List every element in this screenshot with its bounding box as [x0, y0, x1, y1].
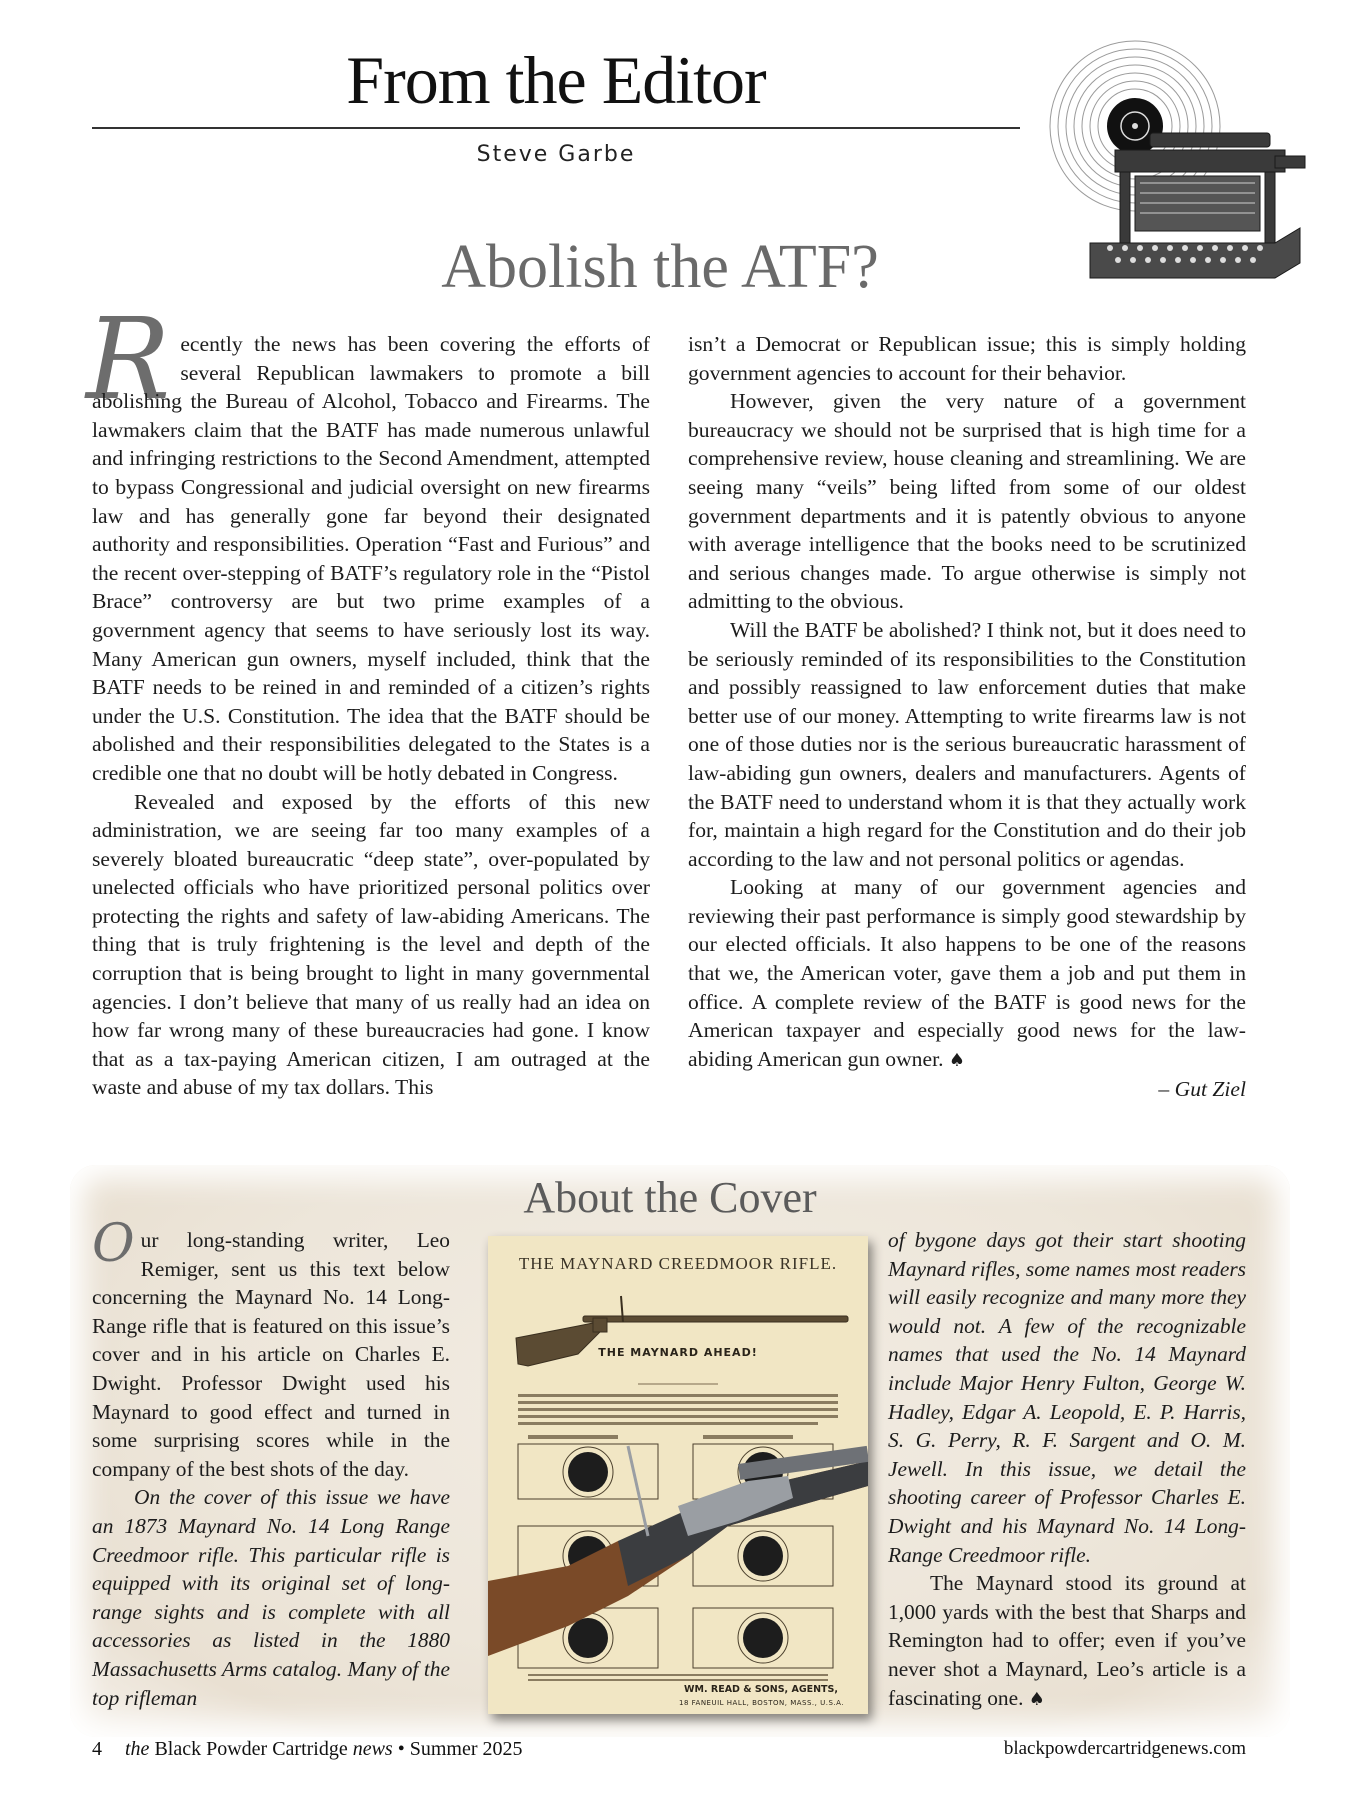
drop-cap-r: R [86, 295, 171, 425]
issue-date: • Summer 2025 [397, 1738, 523, 1760]
paragraph-text: The Maynard stood its ground at 1,000 yards with the best that Sharps and Remington had to offer; even if you’ve never shot a Maynard, Leo’s article is a fascinating one. [888, 1571, 1246, 1710]
paragraph-text: ecently the news has been covering the efforts of several Republican lawmakers to promote a bill abolishing the Bureau of Alcohol, Tobacco and Firearms. The lawmakers claim that the BATF has made numerous unlawful and infringing restrictions to the Second Amendment, attempted to bypass Congressional and judicial oversight on new firearms law and has generally gone far beyond their designated authority and responsibilities. Operation “Fast and Furious” and the recent over-stepping of BATF’s regulatory role in the “Pistol Brace” controversy are but two prime examples of a government agency that seems to have seriously lost its way. Many American gun owners, myself included, think that the BATF needs to be reined in and reminded of a citizen’s rights under the U.S. Constitution. The idea that the BATF should be abolished and their responsibilities delegated to the States is a credible one that no doubt will be hotly debated in Congress. [92, 332, 650, 785]
article-paragraph: Revealed and exposed by the efforts of this new administration, we are seeing far too many examples of a severely bloated bureaucratic “deep state”, over-populated by unelected officials who have prioritized personal politics over protecting the rights and safety of law-abiding Americans. The thing that is truly frightening is the level and depth of the corruption that is being brought to light in many governmental agencies. I don’t believe that many of us really had an idea on how far wrong many of these bureaucracies had gone. I know that as a tax-paying American citizen, I am outraged at the waste and abuse of my tax dollars. This [92, 789, 650, 1100]
article-paragraph [86, 295, 650, 788]
page-footer-left [92, 1738, 523, 1761]
article-paragraph [688, 873, 1246, 1075]
cover-paragraph [92, 1214, 450, 1483]
spade-end-icon: ♠ [1028, 1688, 1045, 1710]
ad-agent: WM. READ & SONS, AGENTS, [684, 1684, 838, 1695]
cover-image-maynard-ad [488, 1236, 868, 1714]
article-headline: Abolish the ATF? [441, 233, 879, 301]
cover-paragraph [888, 1569, 1246, 1714]
website-link[interactable]: blackpowdercartridgenews.com [1003, 1738, 1246, 1759]
typewriter-target-illustration [1040, 38, 1315, 288]
ad-title: THE MAYNARD CREEDMOOR RIFLE. [518, 1254, 838, 1273]
about-cover-column-right [888, 1226, 1246, 1714]
author-byline: Steve Garbe [476, 142, 636, 167]
cover-paragraph: of bygone days got their start shooting Maynard rifles, some names most readers will easily recognize and many more they would not. A few of the recognizable names that used the No. 14 Maynard include Major Henry Fulton, George W. Hadley, Edgar A. Leopold, E. P. Harris, S. G. Perry, R. F. Sargent and O. M. Jewell. In this issue, we detail the shooting career of Professor Charles E. Dwight and his Maynard No. 14 Long-Range Creedmoor rifle. [888, 1228, 1246, 1567]
publication-prefix: the [125, 1738, 150, 1760]
spade-end-icon: ♠ [948, 1049, 966, 1071]
maynard-ad-illustration [488, 1236, 868, 1714]
publication-name: Black Powder Cartridge [154, 1738, 348, 1760]
ad-address: 18 FANEUIL HALL, BOSTON, MASS., U.S.A. [679, 1699, 844, 1707]
drop-cap-o: O [92, 1214, 135, 1274]
paragraph-text: ur long-standing writer, Leo Remiger, sent us this text below concerning the Maynard No. 14 Long-Range rifle that is featured on this issue’s cover and in his article on Charles E. Dwight. Professor Dwight used his Maynard to good effect and turned in some surprising scores while in the company of the best shots of the day. [92, 1228, 450, 1481]
article-paragraph: However, given the very nature of a government bureaucracy we should not be surprised that is high time for a comprehensive review, house cleaning and streamlining. We are seeing many “veils” being lifted from some of our oldest government departments and it is patently obvious to anyone with average intelligence that the books need to be scrutinized and serious changes made. To argue otherwise is simply not admitting to the obvious. [688, 389, 1246, 614]
article-column-right [688, 330, 1246, 1104]
publication-suffix: news [352, 1738, 393, 1760]
about-cover-title: About the Cover [523, 1173, 817, 1222]
masthead-divider [92, 127, 1020, 129]
paragraph-text: Looking at many of our government agencies and reviewing their past performance is simply good stewardship by our elected officials. It also happens to be one of the reasons that we, the American voter, gave them a job and put them in office. A complete review of the BATF is good news for the American taxpayer and especially good news for the law-abiding American gun owner. [688, 875, 1246, 1071]
article-paragraph: isn’t a Democrat or Republican issue; this is simply holding government agencies to account for their behavior. [688, 332, 1246, 385]
ad-subtitle: THE MAYNARD AHEAD! [598, 1346, 758, 1359]
article-signoff: – Gut Ziel [1158, 1077, 1246, 1102]
cover-paragraph: On the cover of this issue we have an 1873 Maynard No. 14 Long Range Creedmoor rifle. This particular rifle is equipped with its original set of long-range sights and is complete with all accessories as listed in the 1880 Massachusetts Arms catalog. Many of the top rifleman [92, 1485, 450, 1710]
about-cover-column-left [92, 1214, 450, 1712]
article-column-left [86, 295, 650, 1102]
page-number: 4 [92, 1738, 102, 1760]
article-paragraph: Will the BATF be abolished? I think not, but it does need to be seriously reminded of its responsibilities to the Constitution and possibly reassigned to law enforcement duties that make better use of our money. Attempting to write firearms law is not one of those duties nor is the serious bureaucratic harassment of law-abiding gun owners, dealers and manufacturers. Agents of the BATF need to understand whom it is that they actually work for, maintain a high regard for the Constitution and do their job according to the law and not personal politics or agendas. [688, 617, 1246, 871]
section-title: From the Editor [346, 42, 766, 118]
